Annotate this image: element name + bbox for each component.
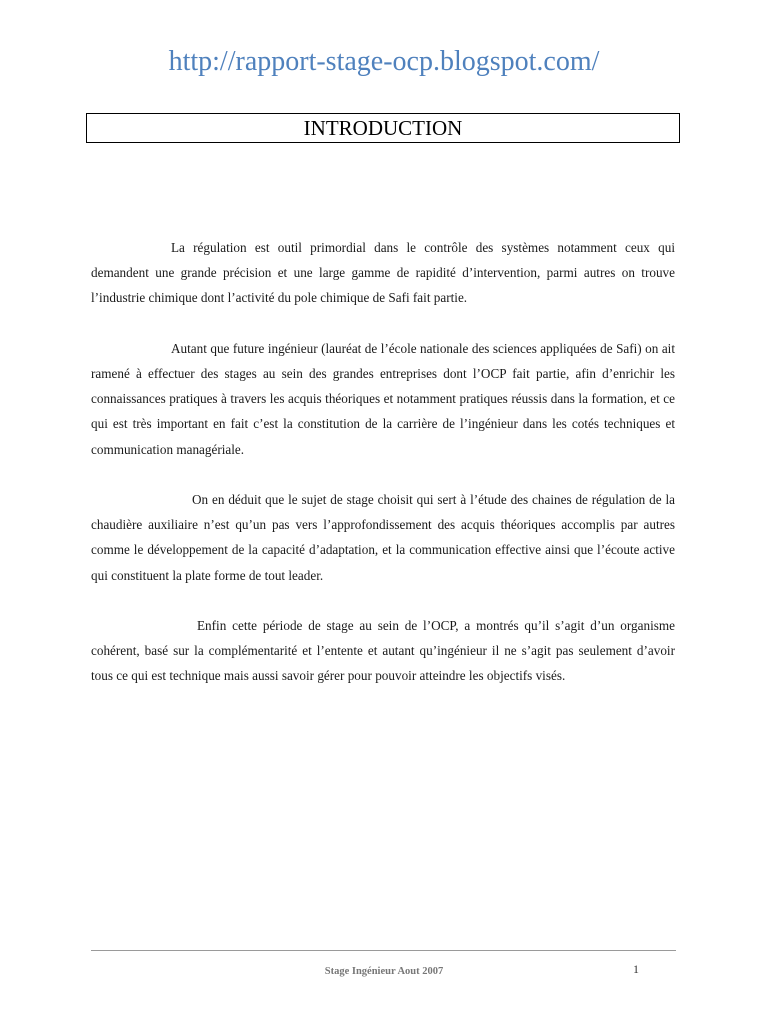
- paragraph-1: La régulation est outil primordial dans le contrôle des systèmes notamment ceux qui demandent une grande précision et une large gamme de rapidité d’intervention, parmi autres on trouve l’industrie chimique dont l’activité du pole chimique de Safi fait partie.: [91, 240, 675, 306]
- document-body: [91, 235, 675, 714]
- page-number: 1: [633, 962, 639, 976]
- page-title: INTRODUCTION: [86, 113, 680, 143]
- paragraph-3: On en déduit que le sujet de stage choisit qui sert à l’étude des chaines de régulation de la chaudière auxiliaire n’est qu’un pas vers l’approfondissement des acquis théoriques accomplis par autres comme le développement de la capacité d’adaptation, et la communication effective ainsi que l’écoute active qui constituent la plate forme de tout leader.: [91, 492, 675, 583]
- blog-url-link[interactable]: http://rapport-stage-ocp.blogspot.com/: [168, 46, 600, 77]
- paragraph-2: Autant que future ingénieur (lauréat de l’école nationale des sciences appliquées de Safi) on ait ramené à effectuer des stages au sein des grandes entreprises dont l’OCP fait partie, afin d’enrichir les connaissances pratiques à travers les acquis théoriques et notamment pratiques réussis dans la formation, et ce qui est très important en fait c’est la constitution de la carrière de l’ingénieur dans les cotés techniques et communication managériale.: [91, 340, 675, 457]
- footer-divider: [91, 950, 676, 951]
- footer-label: Stage Ingénieur Aout 2007: [324, 966, 444, 977]
- paragraph-4: Enfin cette période de stage au sein de l’OCP, a montrés qu’il s’agit d’un organisme cohérent, basé sur la complémentarité et l’entente et autant qu’ingénieur il ne s’agit pas seulement d’avoir tous ce qui est technique mais aussi savoir gérer pour pouvoir atteindre les objectifs visés.: [91, 618, 675, 684]
